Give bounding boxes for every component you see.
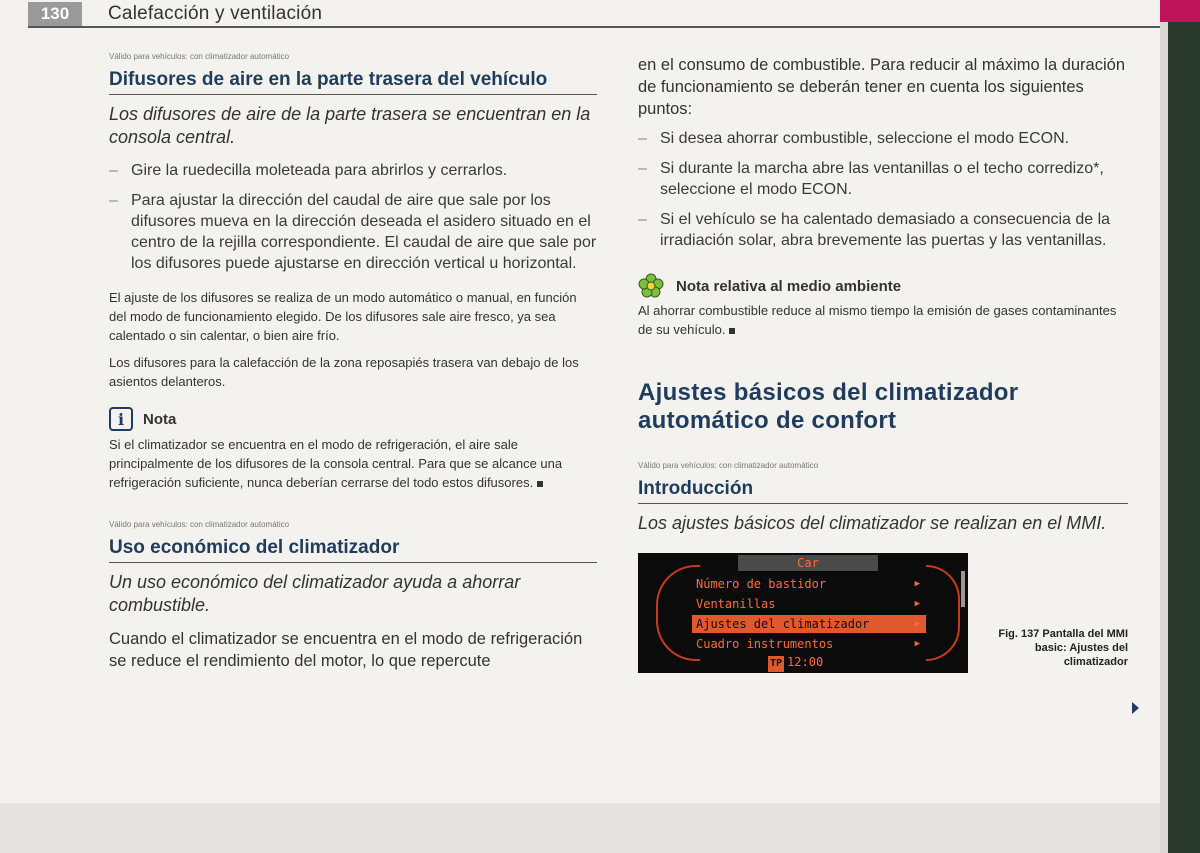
validity-note: Válido para vehículos: con climatizador automático (109, 52, 290, 61)
mmi-menu-item-label: Número de bastidor (696, 577, 827, 591)
figure-caption: Fig. 137 Pantalla del MMI basic: Ajustes del climatizador (998, 628, 1128, 668)
body-paragraph: Cuando el climatizador se encuentra en el modo de refrigeración se reduce el rendimiento del motor, lo que repercute (109, 630, 583, 670)
flower-icon (638, 273, 664, 299)
chapter-tab-band (1160, 0, 1200, 853)
section-intro: Los ajustes básicos del climatizador se realizan en el MMI. (638, 513, 1107, 533)
section-heading-rear-vents: Difusores de aire en la parte trasera del vehículo (109, 69, 597, 95)
mmi-scroll-indicator (961, 571, 965, 607)
header-rule (28, 26, 1160, 28)
mmi-menu-item-selected (692, 615, 926, 633)
environment-note-body: Al ahorrar combustible reduce al mismo tiempo la emisión de gases contaminantes de su vehículo. (638, 303, 1117, 337)
note-header (109, 407, 597, 431)
page-header (0, 0, 1160, 30)
chapter-title: Calefacción y ventilación (108, 3, 323, 24)
mmi-menu-title: Car (738, 555, 878, 571)
section-intro: Un uso económico del climatizador ayuda a ahorrar combustible. (109, 572, 521, 615)
environment-note-text (638, 301, 1128, 339)
tp-badge: TP (768, 656, 784, 672)
figure-137 (638, 553, 1128, 677)
triangle-right-icon: ▶ (914, 579, 920, 589)
mmi-menu-item (692, 595, 926, 613)
section-intro: Los difusores de aire de la parte trasera se encuentran en la consola central. (109, 104, 591, 147)
body-paragraph: Los difusores para la calefacción de la zona reposapiés trasera van debajo de los asientos delanteros. (109, 355, 579, 389)
mmi-menu-item-label: Cuadro instrumentos (696, 637, 834, 651)
mmi-menu-item (692, 635, 926, 653)
instruction-item: – Gire la ruedecilla moleteada para abrirlos y cerrarlos. (109, 160, 597, 181)
triangle-right-icon: ▶ (914, 639, 920, 649)
mmi-control-arc-right (926, 565, 960, 661)
body-paragraph-continued: en el consumo de combustible. Para reducir al máximo la duración de funcionamiento se deberán tener en cuenta los siguientes puntos: (638, 56, 1125, 118)
triangle-right-icon: ▶ (914, 619, 920, 629)
mmi-menu-item-label: Ajustes del climatizador (696, 617, 870, 631)
end-mark-icon (537, 481, 543, 487)
end-mark-icon (729, 328, 735, 334)
page-number: 130 (28, 2, 82, 26)
tip-item: – Si durante la marcha abre las ventanillas o el techo corredizo*, seleccione el modo ECON. (638, 158, 1128, 200)
note-text-body: Si el climatizador se encuentra en el modo de refrigeración, el aire sale principalmente de los difusores de la consola central. Para que se alcance una refrigeración suficiente, nunca deberían cerrarse del todo estos difusores. (109, 437, 563, 490)
validity-note: Válido para vehículos: con climatizador automático (638, 461, 819, 470)
environment-note-header (638, 273, 1128, 299)
info-icon: i (109, 407, 133, 431)
continue-arrow-icon (1132, 702, 1139, 714)
left-column (109, 52, 597, 672)
tip-item: – Si desea ahorrar combustible, seleccione el modo ECON. (638, 128, 1128, 149)
tip-item: – Si el vehículo se ha calentado demasiado a consecuencia de la irradiación solar, abra brevemente las puertas y las ventanillas. (638, 209, 1128, 251)
note-text (109, 435, 597, 492)
mmi-clock: 12:00 (787, 655, 824, 669)
mmi-status-bar (768, 654, 823, 670)
page-edge (1160, 22, 1168, 853)
chapter-section-heading: Ajustes básicos del climatizador automático de confort (638, 379, 1019, 434)
section-heading-economic-use: Uso económico del climatizador (109, 537, 597, 563)
right-column (638, 54, 1128, 677)
chapter-tab-marker (1160, 0, 1200, 22)
validity-note: Válido para vehículos: con climatizador automático (109, 520, 290, 529)
note-label: Nota (143, 410, 177, 428)
section-heading-introduction: Introducción (638, 478, 1128, 504)
environment-note-label: Nota relativa al medio ambiente (676, 277, 902, 295)
mmi-menu-item (692, 575, 926, 593)
mmi-menu-item-label: Ventanillas (696, 597, 776, 611)
instruction-item: – Para ajustar la dirección del caudal de aire que sale por los difusores mueva en la dirección deseada el asidero situado en el centro de la rejilla correspondiente. El caudal de aire que sale por los difusores puede ajustarse en dirección vertical u horizontal. (109, 190, 597, 274)
body-paragraph: El ajuste de los difusores se realiza de un modo automático o manual, en función del modo de funcionamiento elegido. De los difusores sale aire fresco, ya sea calentado o sin calentar, o bien aire frío. (109, 290, 577, 343)
mmi-screen (638, 553, 968, 673)
triangle-right-icon: ▶ (914, 599, 920, 609)
footer-strip (0, 803, 1160, 853)
